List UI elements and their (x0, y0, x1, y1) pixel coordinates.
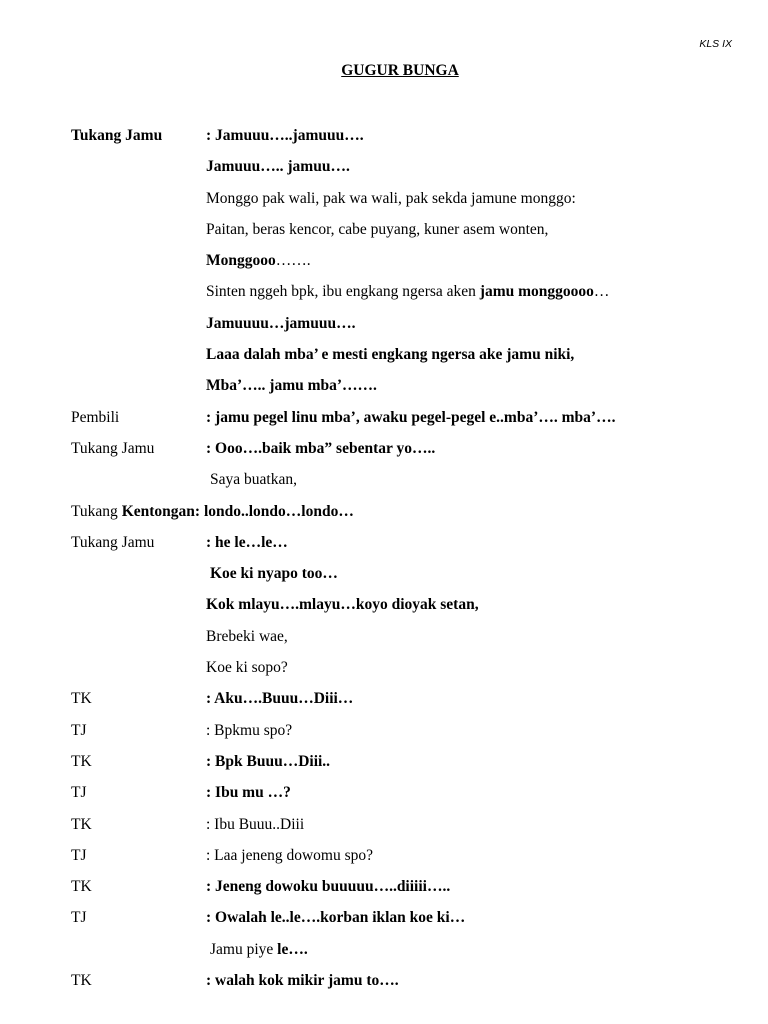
speech-text (206, 308, 355, 339)
dialogue-segment: : Ooo….baik mba” sebentar yo….. (206, 439, 436, 457)
speech-text (206, 809, 304, 840)
speech-text (206, 683, 353, 714)
dialogue-segment: : Jamuuu…..jamuuu…. (206, 127, 364, 144)
speech-text (206, 965, 399, 996)
dialogue-segment: : jamu pegel linu mba’, awaku pegel-pegel e..mba’…. mba’…. (206, 408, 616, 426)
dialogue-segment: : Bpkmu spo? (206, 721, 293, 739)
speech-text (206, 370, 377, 401)
dialogue-segment: Koe ki sopo? (206, 659, 288, 677)
speech-text (206, 652, 288, 683)
document-title: GUGUR BUNGA (341, 62, 459, 79)
dialogue-segment: : Aku….Buuu…Diii… (206, 690, 354, 708)
dialogue-segment: Saya buatkan, (210, 471, 297, 489)
dialogue-line (71, 339, 731, 370)
dialogue-line (71, 934, 731, 965)
dialogue-line (71, 871, 731, 902)
dialogue-segment: Monggo pak wali, pak wa wali, pak sekda jamune monggo: (206, 189, 576, 207)
dialogue-segment: Sinten nggeh bpk, ibu engkang ngersa aken (206, 283, 480, 301)
speech-text (206, 214, 548, 245)
speech-text (206, 339, 574, 370)
speech-text (206, 245, 311, 276)
dialogue-line (71, 183, 731, 214)
dialogue-segment: Koe ki nyapo too… (210, 565, 338, 583)
dialogue-line (71, 527, 731, 558)
speech-text (206, 934, 308, 965)
speech-text (206, 902, 465, 933)
dialogue-line (71, 308, 731, 339)
dialogue-line (71, 683, 731, 714)
dialogue-line (71, 245, 731, 276)
dialogue-segment: Laaa dalah mba’ e mesti engkang ngersa ake jamu niki, (206, 346, 575, 364)
speaker-name: TJ (71, 721, 87, 739)
speech-text (206, 558, 338, 589)
dialogue-segment: : he le…le… (206, 533, 288, 551)
speech-text (206, 120, 364, 151)
dialogue-line (71, 715, 731, 746)
speaker-name: Tukang Jamu (71, 127, 163, 144)
dialogue-segment: Tukang (71, 502, 122, 520)
dialogue-segment: : Jeneng dowoku buuuuu…..diiiii….. (206, 878, 451, 896)
dialogue-segment: Paitan, beras kencor, cabe puyang, kuner asem wonten, (206, 220, 549, 238)
speech-text (206, 840, 373, 871)
dialogue-segment: ……. (275, 252, 311, 270)
speech-text (206, 746, 330, 777)
dialogue-segment: le…. (277, 940, 308, 958)
dialogue-segment: Jamu piye (210, 940, 278, 958)
dialogue-segment: Mba’….. jamu mba’……. (206, 377, 377, 395)
speech-text (206, 715, 292, 746)
dialogue-segment: … (593, 283, 610, 301)
speech-text (206, 871, 450, 902)
dialogue-line (71, 965, 731, 996)
speech-text (206, 589, 479, 620)
speaker-name: TJ (71, 784, 87, 802)
speaker-name: TK (71, 690, 92, 708)
dialogue-line (71, 370, 731, 401)
speaker-name: TJ (71, 846, 87, 864)
speech-text (206, 527, 288, 558)
dialogue-segment: Jamuuu….. jamuu…. (206, 158, 350, 176)
dialogue-segment: Monggooo (206, 252, 276, 270)
speech-text (206, 151, 350, 182)
dialogue-segment: : Owalah le..le….korban iklan koe ki… (206, 909, 466, 927)
dialogue-line (71, 840, 731, 871)
dialogue-segment: Brebeki wae, (206, 627, 288, 645)
dialogue-line (71, 902, 731, 933)
speech-text (206, 777, 291, 808)
dialogue-segment: : londo..londo…londo… (194, 502, 354, 520)
dialogue-segment: Jamuuuu…jamuuu…. (206, 314, 356, 332)
dialogue-script (71, 120, 731, 996)
dialogue-line (71, 496, 731, 527)
dialogue-line (71, 589, 731, 620)
dialogue-line (71, 621, 731, 652)
dialogue-line (71, 120, 731, 151)
speaker-name: Tukang Jamu (71, 533, 155, 551)
dialogue-segment: : Laa jeneng dowomu spo? (206, 846, 374, 864)
speaker-name: Pembili (71, 408, 120, 426)
dialogue-line (71, 214, 731, 245)
dialogue-segment: Kentongan (121, 502, 195, 520)
class-label: KLS IX (699, 38, 732, 50)
speaker-name: TK (71, 752, 92, 770)
dialogue-line (71, 402, 731, 433)
speech-text (206, 464, 297, 495)
dialogue-segment: : Bpk Buuu…Diii.. (206, 752, 331, 770)
speech-text (206, 183, 576, 214)
dialogue-line (71, 151, 731, 182)
dialogue-segment: : walah kok mikir jamu to…. (206, 972, 399, 990)
dialogue-line (71, 558, 731, 589)
speaker-name: TJ (71, 909, 87, 927)
speaker-name: TK (71, 815, 92, 833)
speaker-name: Tukang Jamu (71, 439, 155, 457)
speaker-name: TK (71, 878, 92, 896)
dialogue-line (71, 433, 731, 464)
dialogue-line (71, 746, 731, 777)
speech-text (206, 621, 288, 652)
dialogue-line (71, 777, 731, 808)
dialogue-line (71, 276, 731, 307)
dialogue-segment: jamu monggoooo (479, 283, 594, 301)
dialogue-line (71, 464, 731, 495)
dialogue-inline-text (71, 503, 354, 520)
speech-text (206, 433, 435, 464)
speech-text (206, 276, 609, 307)
dialogue-line (71, 652, 731, 683)
speaker-name: TK (71, 972, 92, 990)
speech-text (206, 402, 615, 433)
dialogue-segment: : Ibu mu …? (206, 784, 291, 802)
dialogue-segment: : Ibu Buuu..Diii (206, 815, 305, 833)
dialogue-segment: Kok mlayu….mlayu…koyo dioyak setan, (206, 596, 479, 614)
dialogue-line (71, 809, 731, 840)
